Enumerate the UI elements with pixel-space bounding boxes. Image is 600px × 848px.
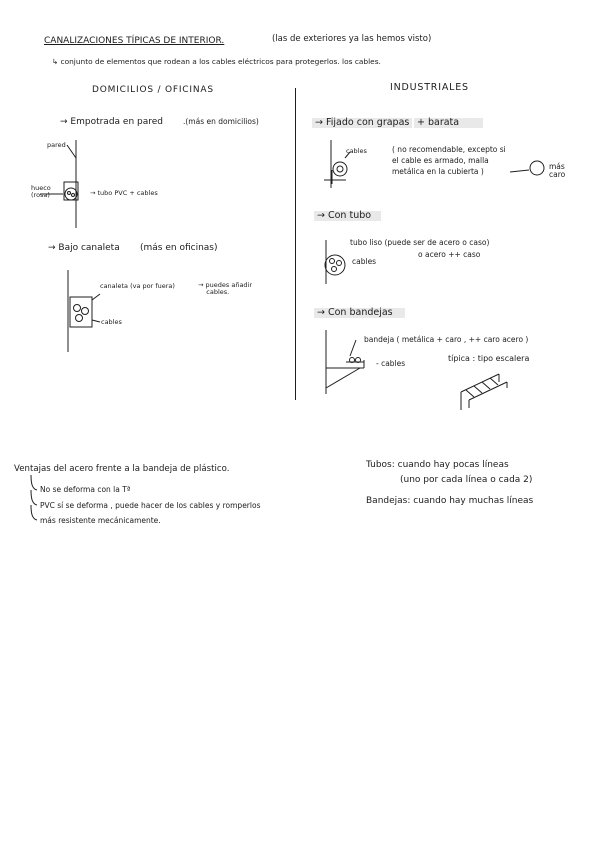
ventaja-item-1: No se deforma con la Tª (40, 485, 131, 494)
definition-text: ↳ conjunto de elementos que rodean a los cables eléctricos para protegerlos. los cables. (52, 57, 381, 66)
page-title: CANALIZACIONES TÍPICAS DE INTERIOR. (44, 36, 225, 46)
bandejas-title: → Con bandejas (314, 308, 405, 318)
tubo-title: → Con tubo (314, 211, 381, 221)
label-hueco: hueco (rosa) (31, 184, 51, 200)
column-divider (295, 88, 296, 400)
label-cables-tubo: cables (352, 257, 377, 266)
label-acero-caso: o acero ++ caso (418, 250, 481, 259)
domicilios-heading: DOMICILIOS / OFICINAS (92, 85, 214, 95)
ventaja-item-3: más resistente mecánicamente. (40, 516, 161, 525)
label-canaleta: canaleta (va por fuera) (100, 282, 175, 290)
label-cables-grapas: cables (346, 147, 367, 155)
mas-caro: más caro (549, 162, 566, 179)
empotrada-diagram (30, 140, 100, 240)
escalera-tray-sketch (455, 370, 515, 415)
canaleta-diagram (60, 270, 110, 360)
resumen-tubos: Tubos: cuando hay pocas líneas (366, 460, 509, 470)
label-bandeja: bandeja ( metálica + caro , ++ caro acero ) (364, 335, 529, 344)
empotrada-title: → Empotrada en pared (60, 117, 163, 127)
ventaja-item-2: PVC sí se deforma , puede hacer de los cables y romperlos (40, 501, 261, 510)
label-tipica-escalera: típica : tipo escalera (448, 354, 530, 363)
resumen-bandejas: Bandejas: cuando hay muchas líneas (366, 496, 534, 506)
canaleta-note: (más en oficinas) (140, 243, 218, 253)
bandeja-diagram (320, 330, 390, 400)
grapas-barata: + barata (414, 118, 483, 128)
header-aside: (las de exteriores ya las hemos visto) (272, 34, 432, 44)
canaleta-title: → Bajo canaleta (48, 243, 120, 253)
industriales-heading: INDUSTRIALES (390, 82, 469, 93)
ventajas-title: Ventajas del acero frente a la bandeja de plástico. (14, 464, 230, 474)
label-tubo-liso: tubo liso (puede ser de acero o caso) (350, 238, 490, 247)
label-tubo-pvc: → tubo PVC + cables (90, 189, 158, 197)
empotrada-note: .(más en domicilios) (183, 117, 259, 126)
resumen-tubos-note: (uno por cada línea o cada 2) (400, 475, 533, 485)
label-cables-bandeja: - cables (376, 359, 406, 368)
grapas-note: ( no recomendable, excepto si el cable es armado, malla metálica en la cubierta ) (392, 145, 506, 176)
grapas-title: → Fijado con grapas (312, 118, 412, 128)
label-anadir-cables: → puedes añadir cables. (198, 281, 253, 297)
tubo-diagram (320, 240, 360, 290)
grapas-diagram (310, 140, 540, 200)
label-pared: pared (47, 141, 66, 149)
label-cables-canaleta: cables (101, 318, 122, 326)
